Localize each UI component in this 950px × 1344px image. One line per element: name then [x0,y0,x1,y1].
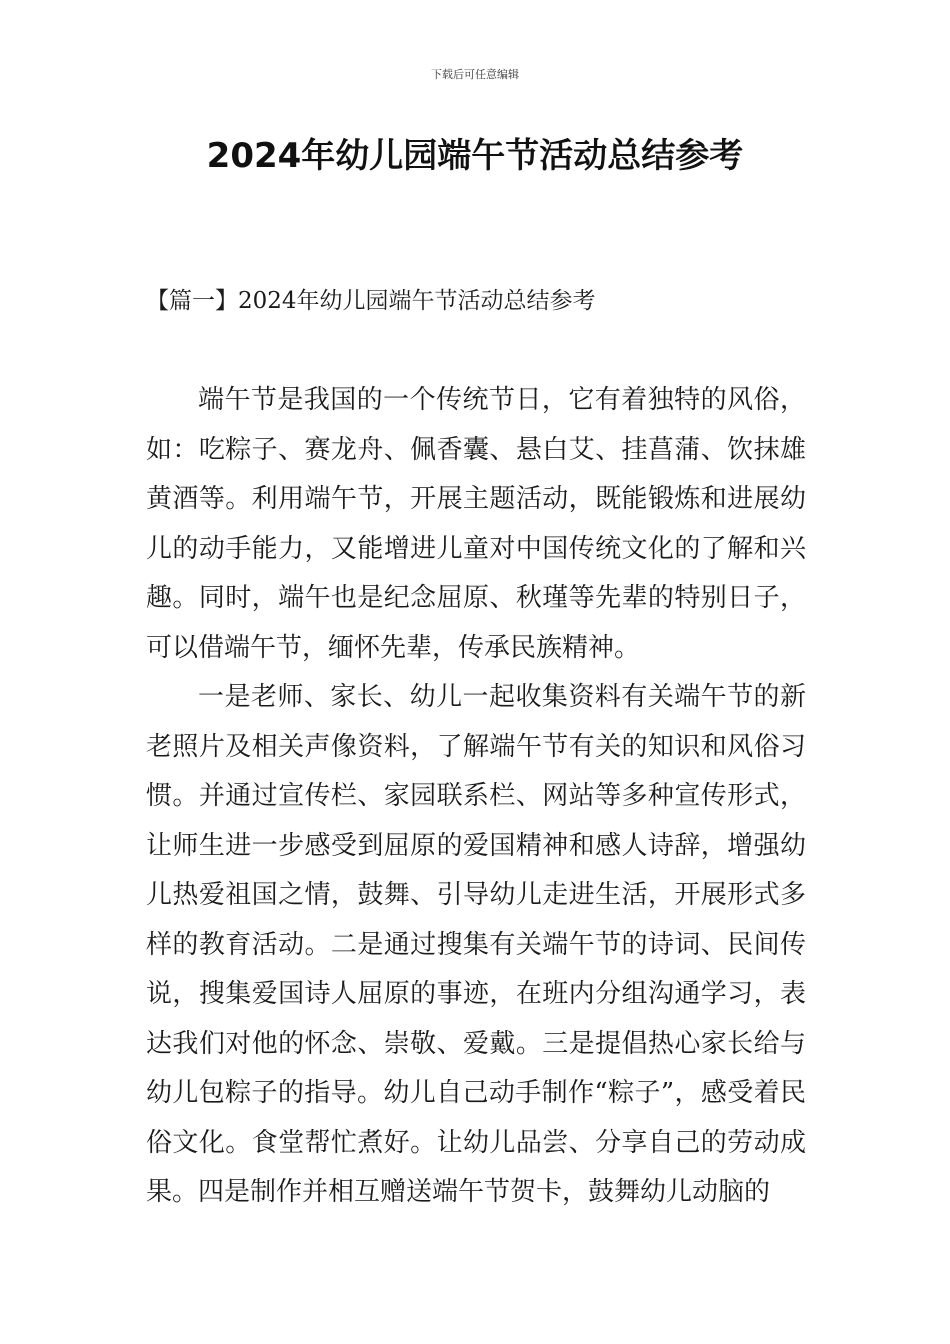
paragraph: 一是老师、家长、幼儿一起收集资料有关端午节的新老照片及相关声像资料，了解端午节有关的知识和风俗习惯。并通过宣传栏、家园联系栏、网站等多种宣传形式，让师生进一步感受到屈原的爱国精神和感人诗辞，增强幼儿热爱祖国之情，鼓舞、引导幼儿走进生活，开展形式多样的教育活动。二是通过搜集有关端午节的诗词、民间传说，搜集爱国诗人屈原的事迹，在班内分组沟通学习，表达我们对他的怀念、崇敬、爱戴。三是提倡热心家长给与幼儿包粽子的指导。幼儿自己动手制作“粽子”，感受着民俗文化。食堂帮忙煮好。让幼儿品尝、分享自己的劳动成果。四是制作并相互赠送端午节贺卡，鼓舞幼儿动脑的 [146,682,806,1207]
header-note: 下载后可任意编辑 [431,68,519,81]
paragraph: 端午节是我国的一个传统节日，它有着独特的风俗，如：吃粽子、赛龙舟、佩香囊、悬白艾、挂菖蒲、饮抹雄黄酒等。利用端午节，开展主题活动，既能锻炼和进展幼儿的动手能力，又能增进儿童对中国传统文化的了解和兴趣。同时，端午也是纪念屈原、秋瑾等先辈的特别日子，可以借端午节，缅怀先辈，传承民族精神。 [146,385,806,663]
document-title: 2024年幼儿园端午节活动总结参考 [206,136,744,176]
body-text [146,376,806,1218]
section-heading: 【篇一】2024年幼儿园端午节活动总结参考 [146,288,596,314]
